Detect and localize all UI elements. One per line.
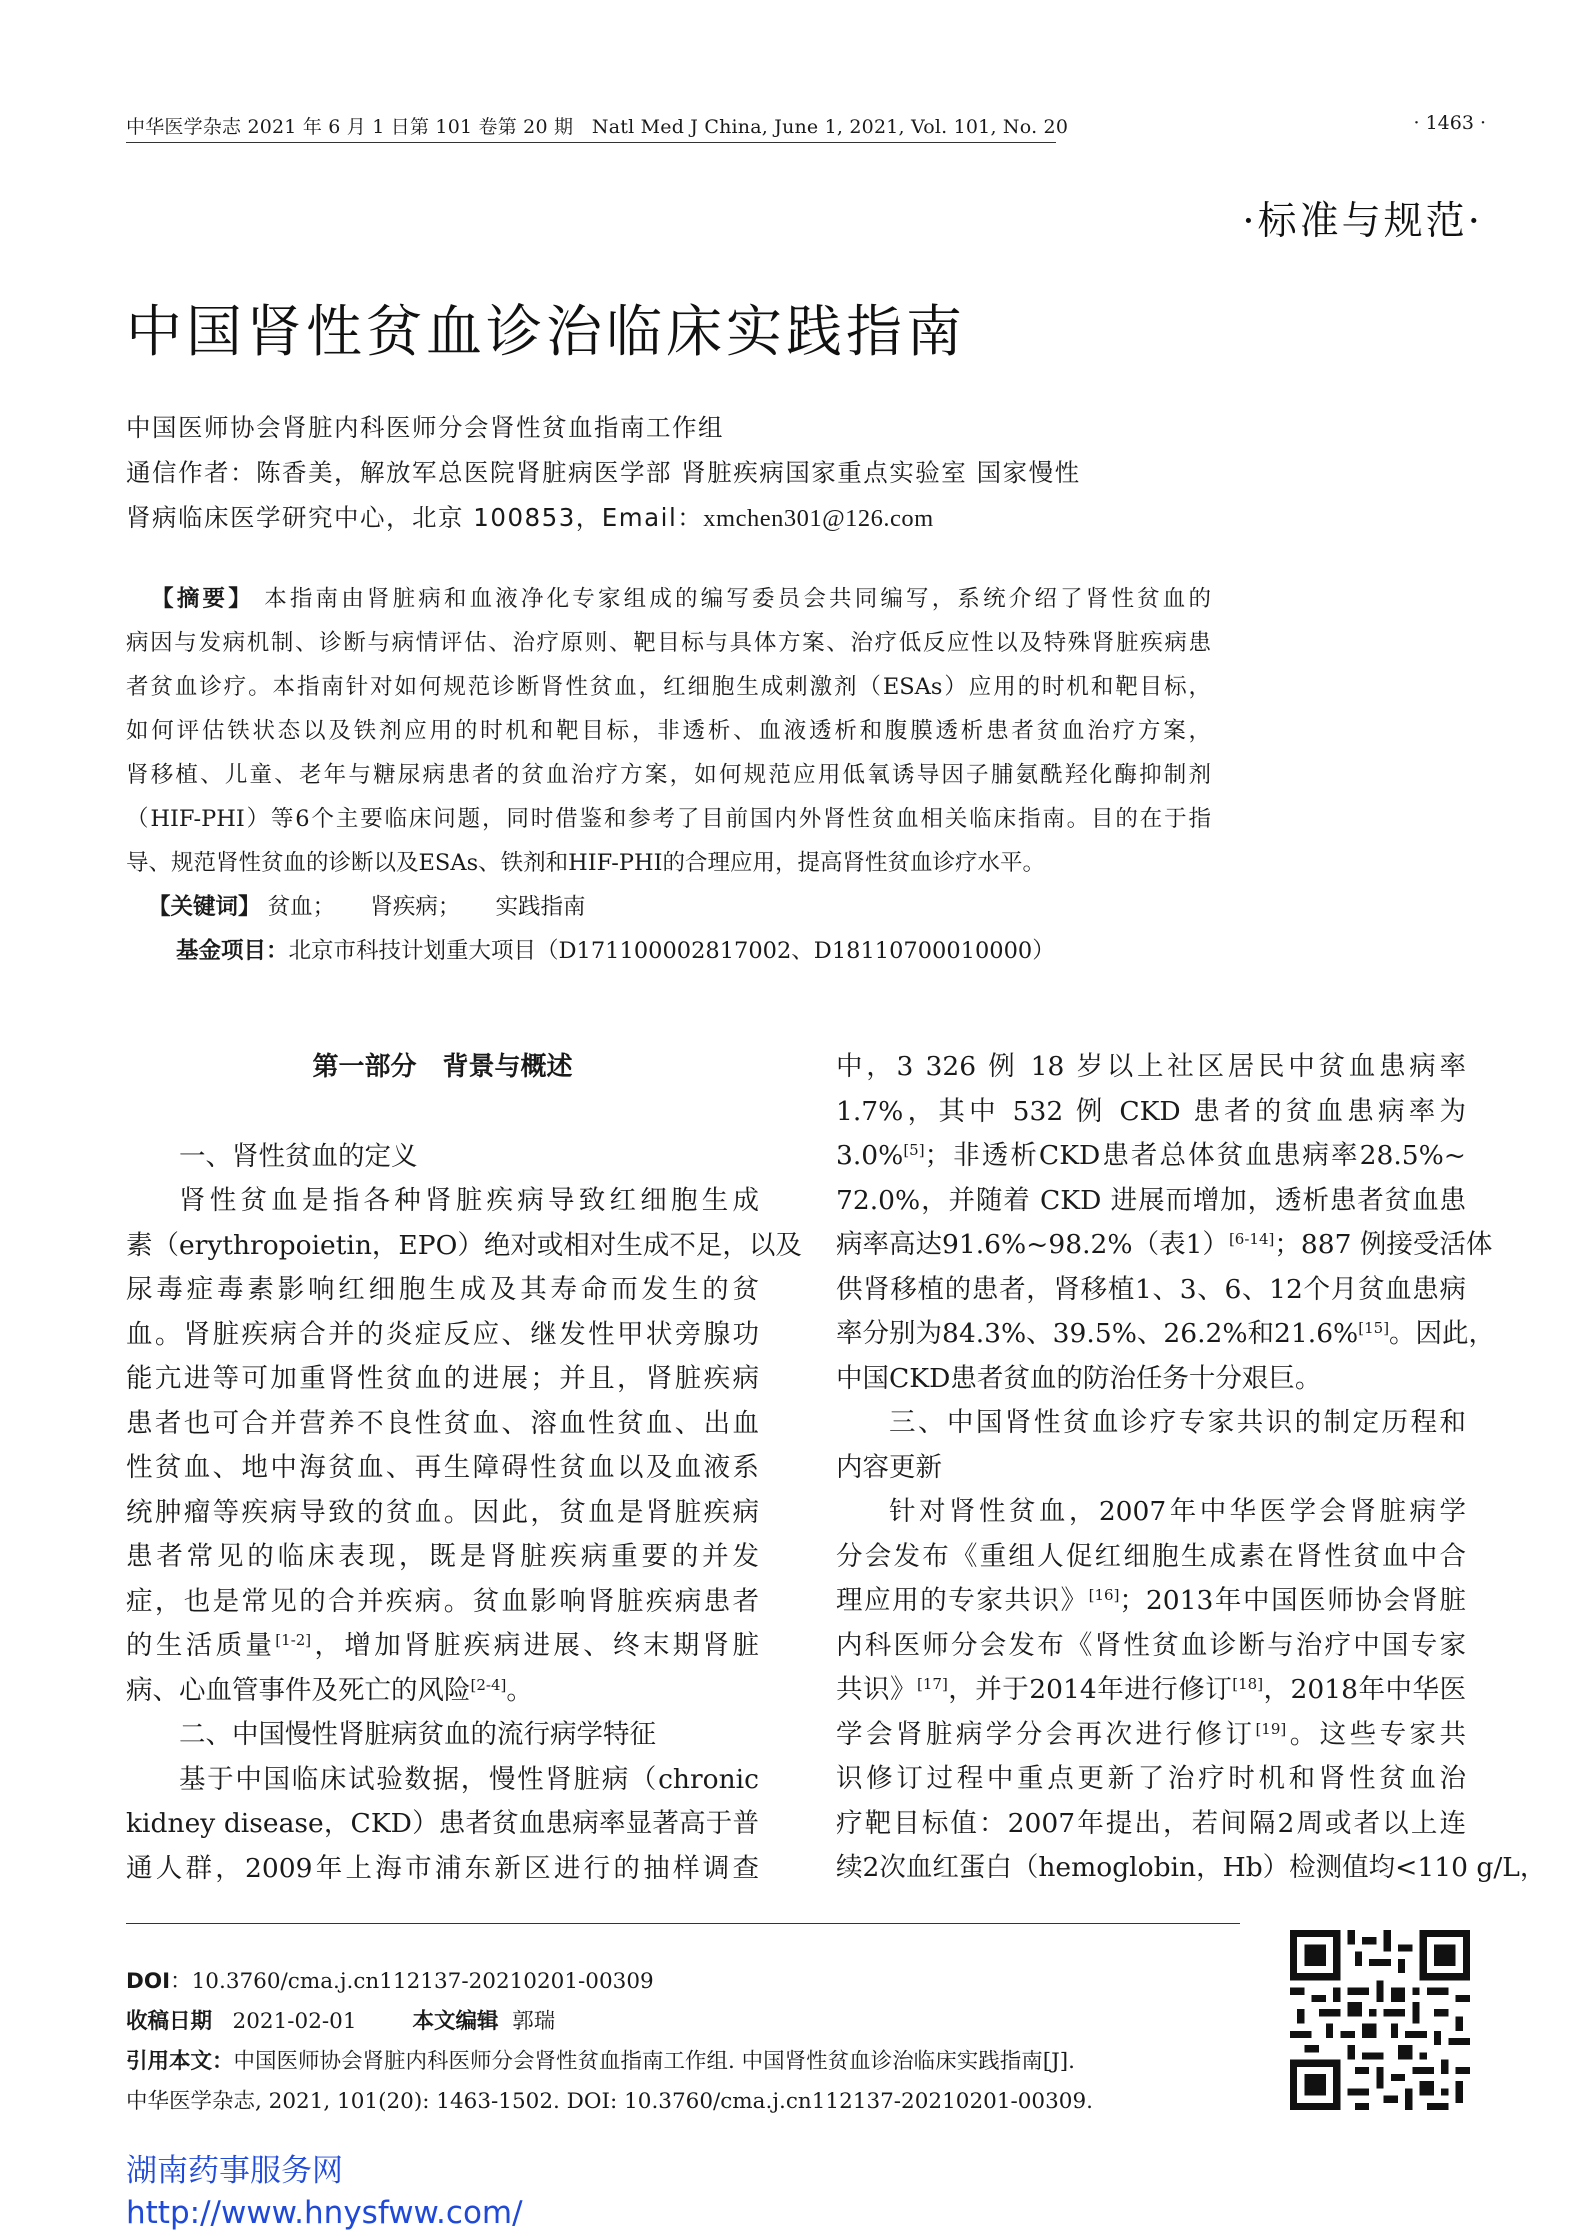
paragraph-line: 能亢进等可加重肾性贫血的进展；并且，肾脏疾病	[126, 1363, 759, 1394]
footnote-rule	[126, 1923, 1240, 1924]
citation-ref[interactable]: [1-2]	[275, 1631, 312, 1649]
paragraph-line: 3.0%[5]；非透析CKD患者总体贫血患病率28.5%~	[836, 1140, 1466, 1171]
paragraph-line: 基于中国临床试验数据，慢性肾脏病（chronic	[179, 1763, 759, 1795]
section-tag: ·标准与规范·	[1242, 199, 1483, 244]
cite-text: 中国医师协会肾脏内科医师分会肾性贫血指南工作组. 中国肾性贫血诊治临床实践指南[J].	[233, 2049, 1075, 2074]
keywords	[126, 885, 1211, 929]
citation-ref[interactable]: [16]	[1088, 1586, 1120, 1604]
received-date: 2021-02-01	[232, 2009, 357, 2034]
paragraph-line: 学会肾脏病学分会再次进行修订[19]。这些专家共	[836, 1718, 1467, 1750]
paragraph-line: 内科医师分会发布《肾性贫血诊断与治疗中国专家	[836, 1629, 1466, 1661]
paragraph-line: 患者常见的临床表现，既是肾脏疾病重要的并发	[126, 1541, 759, 1572]
article-title: 中国肾性贫血诊治临床实践指南	[126, 300, 966, 365]
paragraph-line: 通人群，2009年上海市浦东新区进行的抽样调查	[126, 1852, 759, 1884]
editor-label: 本文编辑	[412, 2009, 499, 2034]
abstract-line: 病因与发病机制、诊断与病情评估、治疗原则、靶目标与具体方案、治疗低反应性以及特殊肾脏疾病患	[126, 630, 1211, 656]
editor-name: 郭瑞	[512, 2009, 556, 2034]
paragraph-line: 供肾移植的患者，肾移植1、3、6、12个月贫血患病	[836, 1273, 1466, 1305]
abstract-line: （HIF-PHI）等6个主要临床问题，同时借鉴和参考了目前国内外肾性贫血相关临床指南。目的在于指	[126, 806, 1211, 832]
paragraph-line: 中国CKD患者贫血的防治任务十分艰巨。	[836, 1362, 1322, 1394]
journal-en: Natl Med J China, June 1, 2021, Vol. 101, No. 20	[591, 116, 1069, 138]
body-column-left	[126, 1045, 802, 1891]
header-rule	[126, 142, 1056, 143]
keyword: 肾疾病；	[370, 894, 461, 920]
page-number: · 1463 ·	[1413, 112, 1486, 134]
paragraph-line: 率分别为84.3%、39.5%、26.2%和21.6%[15]。因此，	[836, 1318, 1496, 1349]
watermark	[126, 2150, 523, 2234]
section-heading-cont: 内容更新	[836, 1451, 942, 1483]
fund-text: 北京市科技计划重大项目（D171100002817002、D18110700010000）	[288, 938, 1055, 964]
running-header	[126, 112, 1486, 152]
qr-code[interactable]	[1290, 1930, 1470, 2110]
watermark-site-name: 湖南药事服务网	[126, 2153, 343, 2189]
keyword: 实践指南	[495, 894, 586, 920]
cite-line	[126, 2042, 1246, 2082]
body-column-right	[836, 1045, 1547, 1891]
paragraph-line: 中，3 326 例 18 岁以上社区居民中贫血患病率	[836, 1051, 1466, 1082]
abstract-line: 肾移植、儿童、老年与糖尿病患者的贫血治疗方案，如何规范应用低氧诱导因子脯氨酰羟化酶抑制剂	[126, 762, 1211, 788]
received-label: 收稿日期	[126, 2009, 213, 2034]
citation-ref[interactable]: [18]	[1232, 1675, 1264, 1693]
watermark-url[interactable]: http://www.hnysfww.com/	[126, 2195, 523, 2231]
paragraph-line: 尿毒症毒素影响红细胞生成及其寿命而发生的贫	[126, 1274, 759, 1305]
paragraph-line: 疗靶目标值：2007年提出，若间隔2周或者以上连	[836, 1807, 1466, 1839]
correspondence-line-1: 通信作者：陈香美，解放军总医院肾脏病医学部 肾脏疾病国家重点实验室 国家慢性	[126, 458, 1081, 487]
paragraph-line: 理应用的专家共识》[16]；2013年中国医师协会肾脏	[836, 1585, 1466, 1616]
paragraph-line: 共识》[17]，并于2014年进行修订[18]，2018年中华医	[836, 1674, 1466, 1705]
paragraph-line: 1.7%，其中 532 例 CKD 患者的贫血患病率为	[836, 1095, 1466, 1127]
paragraph-line: 分会发布《重组人促红细胞生成素在肾性贫血中合	[836, 1540, 1466, 1572]
doi-line	[126, 1962, 1246, 2002]
paragraph-line: 针对肾性贫血，2007年中华医学会肾脏病学	[889, 1496, 1466, 1527]
doi-value[interactable]: ：10.3760/cma.j.cn112137-20210201-00309	[170, 1969, 654, 1994]
paragraph-line: kidney disease，CKD）患者贫血患病率显著高于普	[126, 1808, 759, 1839]
keyword: 贫血；	[267, 894, 336, 920]
abstract-label: 【摘要】	[148, 586, 254, 612]
footnotes	[126, 1962, 1246, 2122]
citation-ref[interactable]: [2-4]	[470, 1675, 507, 1694]
paragraph-line: 肾性贫血是指各种肾脏疾病导致红细胞生成	[179, 1185, 759, 1216]
section-heading: 一、肾性贫血的定义	[179, 1140, 418, 1172]
paragraph-line: 病率高达91.6%~98.2%（表1）[6-14]；887 例接受活体	[836, 1229, 1493, 1260]
citation-ref[interactable]: [17]	[917, 1675, 948, 1693]
paragraph-line: 72.0%，并随着 CKD 进展而增加，透析患者贫血患	[836, 1184, 1466, 1216]
section-heading: 二、中国慢性肾脏病贫血的流行病学特征	[179, 1719, 656, 1750]
correspondence-line-2	[126, 495, 1276, 541]
abstract	[126, 577, 1211, 973]
cite-line-2: 中华医学杂志, 2021, 101(20): 1463-1502. DOI: 10.3760/cma.j.cn112137-20210201-00309.	[126, 2089, 1093, 2114]
paragraph-line: 症，也是常见的合并疾病。贫血影响肾脏疾病患者	[126, 1585, 759, 1617]
citation-ref[interactable]: [6-14]	[1228, 1230, 1275, 1248]
section-heading: 三、中国肾性贫血诊疗专家共识的制定历程和	[889, 1407, 1466, 1438]
paragraph-line: 统肿瘤等疾病导致的贫血。因此，贫血是肾脏疾病	[126, 1496, 759, 1528]
abstract-line: 如何评估铁状态以及铁剂应用的时机和靶目标，非透析、血液透析和腹膜透析患者贫血治疗方案，	[126, 718, 1211, 744]
part-heading: 第一部分 背景与概述	[312, 1052, 573, 1082]
paragraph-line: 患者也可合并营养不良性贫血、溶血性贫血、出血	[126, 1407, 759, 1439]
author-email[interactable]: xmchen301@126.com	[703, 505, 934, 532]
paragraph-line: 识修订过程中重点更新了治疗时机和肾性贫血治	[836, 1763, 1466, 1794]
journal-cn: 中华医学杂志 2021 年 6 月 1 日第 101 卷第 20 期	[126, 116, 574, 138]
fund	[126, 929, 1211, 973]
paragraph-line: 的生活质量[1-2]，增加肾脏疾病进展、终末期肾脏	[126, 1630, 760, 1661]
fund-label: 基金项目：	[176, 938, 289, 964]
author-group: 中国医师协会肾脏内科医师分会肾性贫血指南工作组	[126, 413, 724, 442]
paragraph-line: 性贫血、地中海贫血、再生障碍性贫血以及血液系	[126, 1452, 759, 1483]
cite-label: 引用本文：	[126, 2049, 234, 2074]
paragraph-line: 续2次血红蛋白（hemoglobin，Hb）检测值均<110 g/L，	[836, 1852, 1547, 1883]
citation-ref[interactable]: [5]	[903, 1141, 925, 1159]
received-line	[126, 2002, 1246, 2042]
abstract-line: 者贫血诊疗。本指南针对如何规范诊断肾性贫血，红细胞生成刺激剂（ESAs）应用的时机和靶目标，	[126, 674, 1211, 700]
citation-ref[interactable]: [19]	[1255, 1719, 1287, 1738]
paragraph-line: 血。肾脏疾病合并的炎症反应、继发性甲状旁腺功	[126, 1318, 759, 1350]
correspondence-address: 肾病临床医学研究中心，北京 100853，Email：	[126, 503, 704, 532]
author-block	[126, 405, 1276, 541]
paragraph-line: 病、心血管事件及死亡的风险[2-4]。	[126, 1674, 533, 1706]
abstract-line: 导、规范肾性贫血的诊断以及ESAs、铁剂和HIF-PHI的合理应用，提高肾性贫血诊疗水平。	[126, 850, 1045, 876]
doi-label: DOI	[126, 1969, 171, 1994]
citation-ref[interactable]: [15]	[1358, 1319, 1390, 1337]
journal-citation	[126, 112, 1068, 139]
keywords-label: 【关键词】	[148, 894, 261, 920]
paragraph-line: 素（erythropoietin，EPO）绝对或相对生成不足，以及	[126, 1229, 802, 1261]
abstract-line: 【摘要】 本指南由肾脏病和血液净化专家组成的编写委员会共同编写，系统介绍了肾性贫血的	[148, 586, 1211, 612]
